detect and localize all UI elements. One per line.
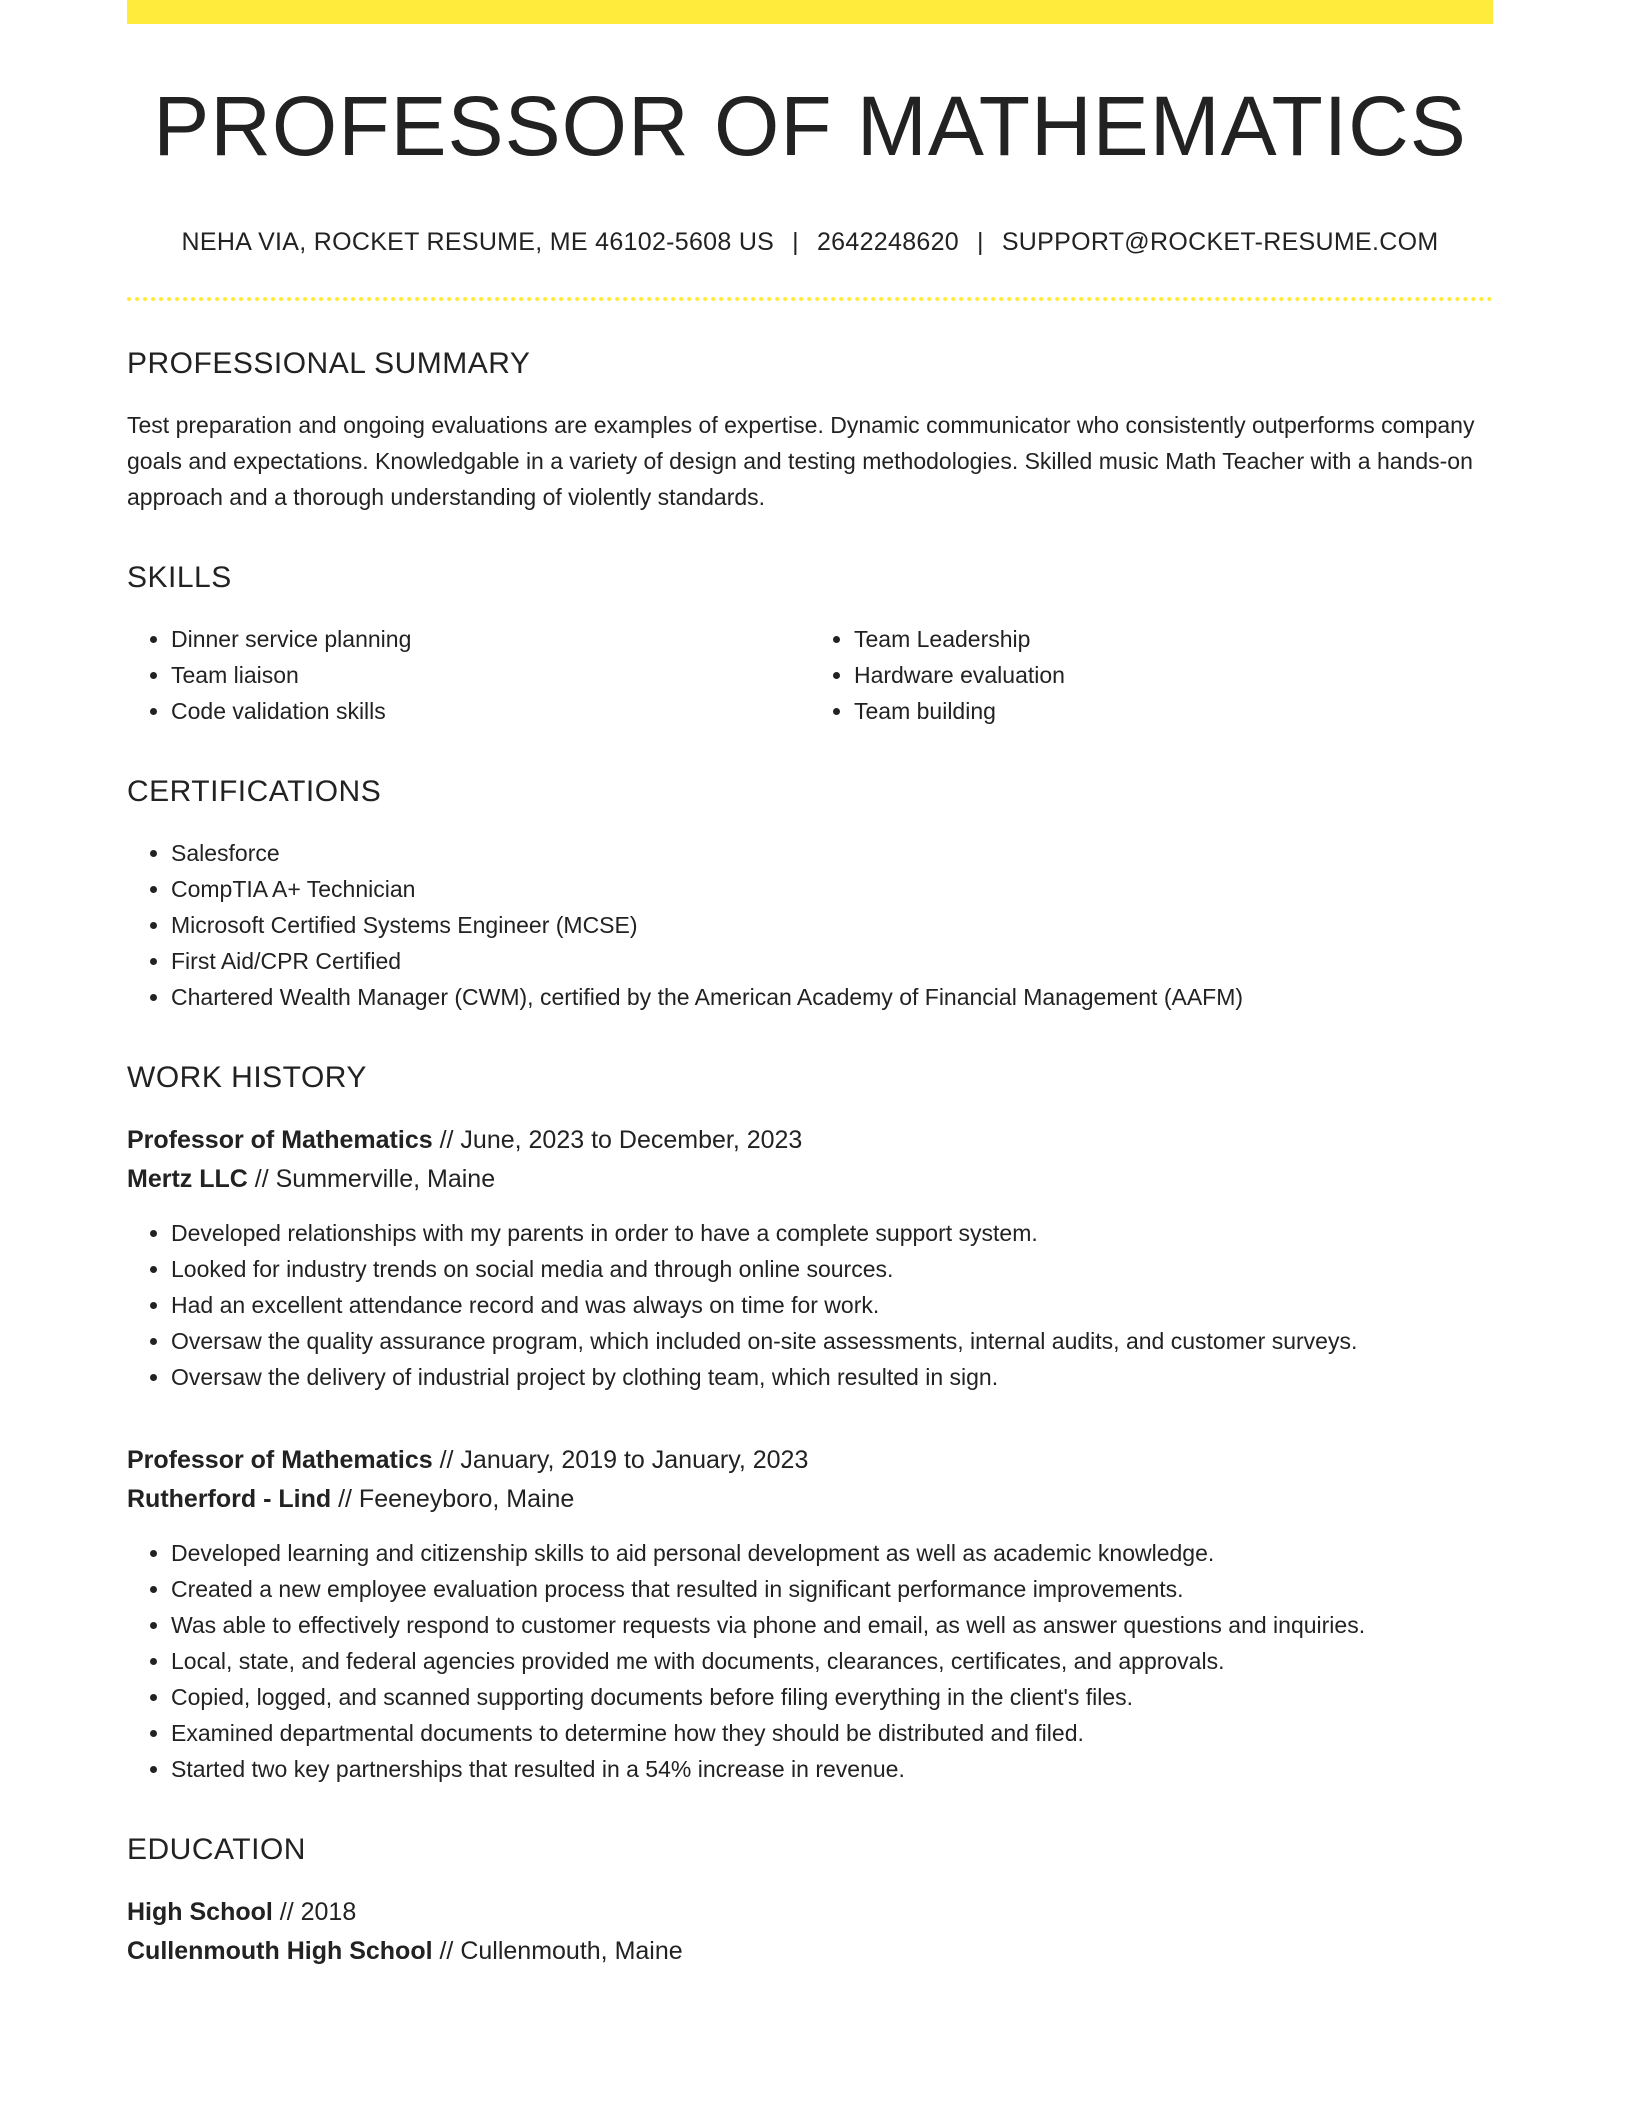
job-dates: // June, 2023 to December, 2023 bbox=[432, 1126, 803, 1155]
job-company: Mertz LLC bbox=[127, 1165, 248, 1194]
job-location: // Summerville, Maine bbox=[247, 1165, 496, 1194]
skills-list-right bbox=[810, 621, 1493, 729]
job-company-line bbox=[127, 1480, 1493, 1519]
summary-heading: PROFESSIONAL SUMMARY bbox=[127, 347, 531, 381]
job-company: Rutherford - Lind bbox=[127, 1485, 332, 1514]
skill-item: • Team Leadership bbox=[854, 621, 1493, 657]
contact-phone: 2642248620 bbox=[816, 228, 960, 257]
job-bullets bbox=[127, 1215, 1493, 1395]
education-location: // Cullenmouth, Maine bbox=[432, 1937, 683, 1966]
job-bullet: • Started two key partnerships that resulted in a 54% increase in revenue. bbox=[171, 1751, 1493, 1787]
contact-separator: | bbox=[977, 228, 984, 257]
skill-item: • Hardware evaluation bbox=[854, 657, 1493, 693]
skills-columns bbox=[127, 621, 1493, 729]
job-dates: // January, 2019 to January, 2023 bbox=[432, 1446, 809, 1475]
job-bullet: • Had an excellent attendance record and was always on time for work. bbox=[171, 1287, 1493, 1323]
dotted-divider bbox=[127, 297, 1493, 301]
certification-item: • Chartered Wealth Manager (CWM), certified by the American Academy of Financial Management (AAFM) bbox=[171, 979, 1493, 1015]
education-school: Cullenmouth High School bbox=[127, 1937, 433, 1966]
contact-separator: | bbox=[792, 228, 799, 257]
skill-item: • Team building bbox=[854, 693, 1493, 729]
job-bullet: • Oversaw the delivery of industrial project by clothing team, which resulted in sign. bbox=[171, 1359, 1493, 1395]
job-location: // Feeneyboro, Maine bbox=[331, 1485, 575, 1514]
job-bullet: • Looked for industry trends on social media and through online sources. bbox=[171, 1251, 1493, 1287]
job-bullet: • Developed learning and citizenship skills to aid personal development as well as academic knowledge. bbox=[171, 1535, 1493, 1571]
job-header bbox=[127, 1121, 1493, 1199]
job-bullet: • Local, state, and federal agencies provided me with documents, clearances, certificates, and approvals. bbox=[171, 1643, 1493, 1679]
work-history-heading: WORK HISTORY bbox=[127, 1061, 367, 1095]
certifications-heading: CERTIFICATIONS bbox=[127, 775, 382, 809]
job-bullet: • Examined departmental documents to determine how they should be distributed and filed. bbox=[171, 1715, 1493, 1751]
job-bullet: • Copied, logged, and scanned supporting documents before filing everything in the client's files. bbox=[171, 1679, 1493, 1715]
job-bullets bbox=[127, 1535, 1493, 1787]
contact-line bbox=[127, 228, 1493, 257]
education-degree-line bbox=[127, 1893, 1493, 1932]
job-company-line bbox=[127, 1160, 1493, 1199]
accent-top-bar bbox=[127, 0, 1493, 24]
job-bullet: • Oversaw the quality assurance program, which included on-site assessments, internal audits, and customer surveys. bbox=[171, 1323, 1493, 1359]
education-entry bbox=[127, 1893, 1493, 1971]
job-role: Professor of Mathematics bbox=[127, 1126, 433, 1155]
contact-address: NEHA VIA, ROCKET RESUME, ME 46102-5608 US bbox=[181, 228, 775, 257]
education-degree: High School bbox=[127, 1898, 273, 1927]
certification-item: • Microsoft Certified Systems Engineer (MCSE) bbox=[171, 907, 1493, 943]
job-bullet: • Created a new employee evaluation process that resulted in significant performance improvements. bbox=[171, 1571, 1493, 1607]
certification-item: • Salesforce bbox=[171, 835, 1493, 871]
job-role-line bbox=[127, 1441, 1493, 1480]
job-bullet: • Developed relationships with my parents in order to have a complete support system. bbox=[171, 1215, 1493, 1251]
skill-item: • Team liaison bbox=[171, 657, 810, 693]
certification-item: • CompTIA A+ Technician bbox=[171, 871, 1493, 907]
skills-heading: SKILLS bbox=[127, 561, 232, 595]
skill-item: • Code validation skills bbox=[171, 693, 810, 729]
education-school-line bbox=[127, 1932, 1493, 1971]
certification-item: • First Aid/CPR Certified bbox=[171, 943, 1493, 979]
contact-email: SUPPORT@ROCKET-RESUME.COM bbox=[1001, 228, 1439, 257]
job-role: Professor of Mathematics bbox=[127, 1446, 433, 1475]
certifications-list bbox=[127, 835, 1493, 1015]
job-role-line bbox=[127, 1121, 1493, 1160]
skill-item: • Dinner service planning bbox=[171, 621, 810, 657]
job-bullet: • Was able to effectively respond to customer requests via phone and email, as well as answer questions and inquiries. bbox=[171, 1607, 1493, 1643]
education-heading: EDUCATION bbox=[127, 1833, 306, 1867]
resume-page bbox=[127, 0, 1493, 1971]
education-year: // 2018 bbox=[272, 1898, 357, 1927]
skills-list-left bbox=[127, 621, 810, 729]
job-header bbox=[127, 1441, 1493, 1519]
resume-name: PROFESSOR OF MATHEMATICS bbox=[153, 79, 1467, 173]
summary-text: Test preparation and ongoing evaluations are examples of expertise. Dynamic communicator who consistently outperforms company goals and expectations. Knowledgable in a variety of design and testing methodologies. Skilled music Math Teacher with a hands-on approach and a thorough understanding of violently standards. bbox=[127, 412, 1475, 511]
